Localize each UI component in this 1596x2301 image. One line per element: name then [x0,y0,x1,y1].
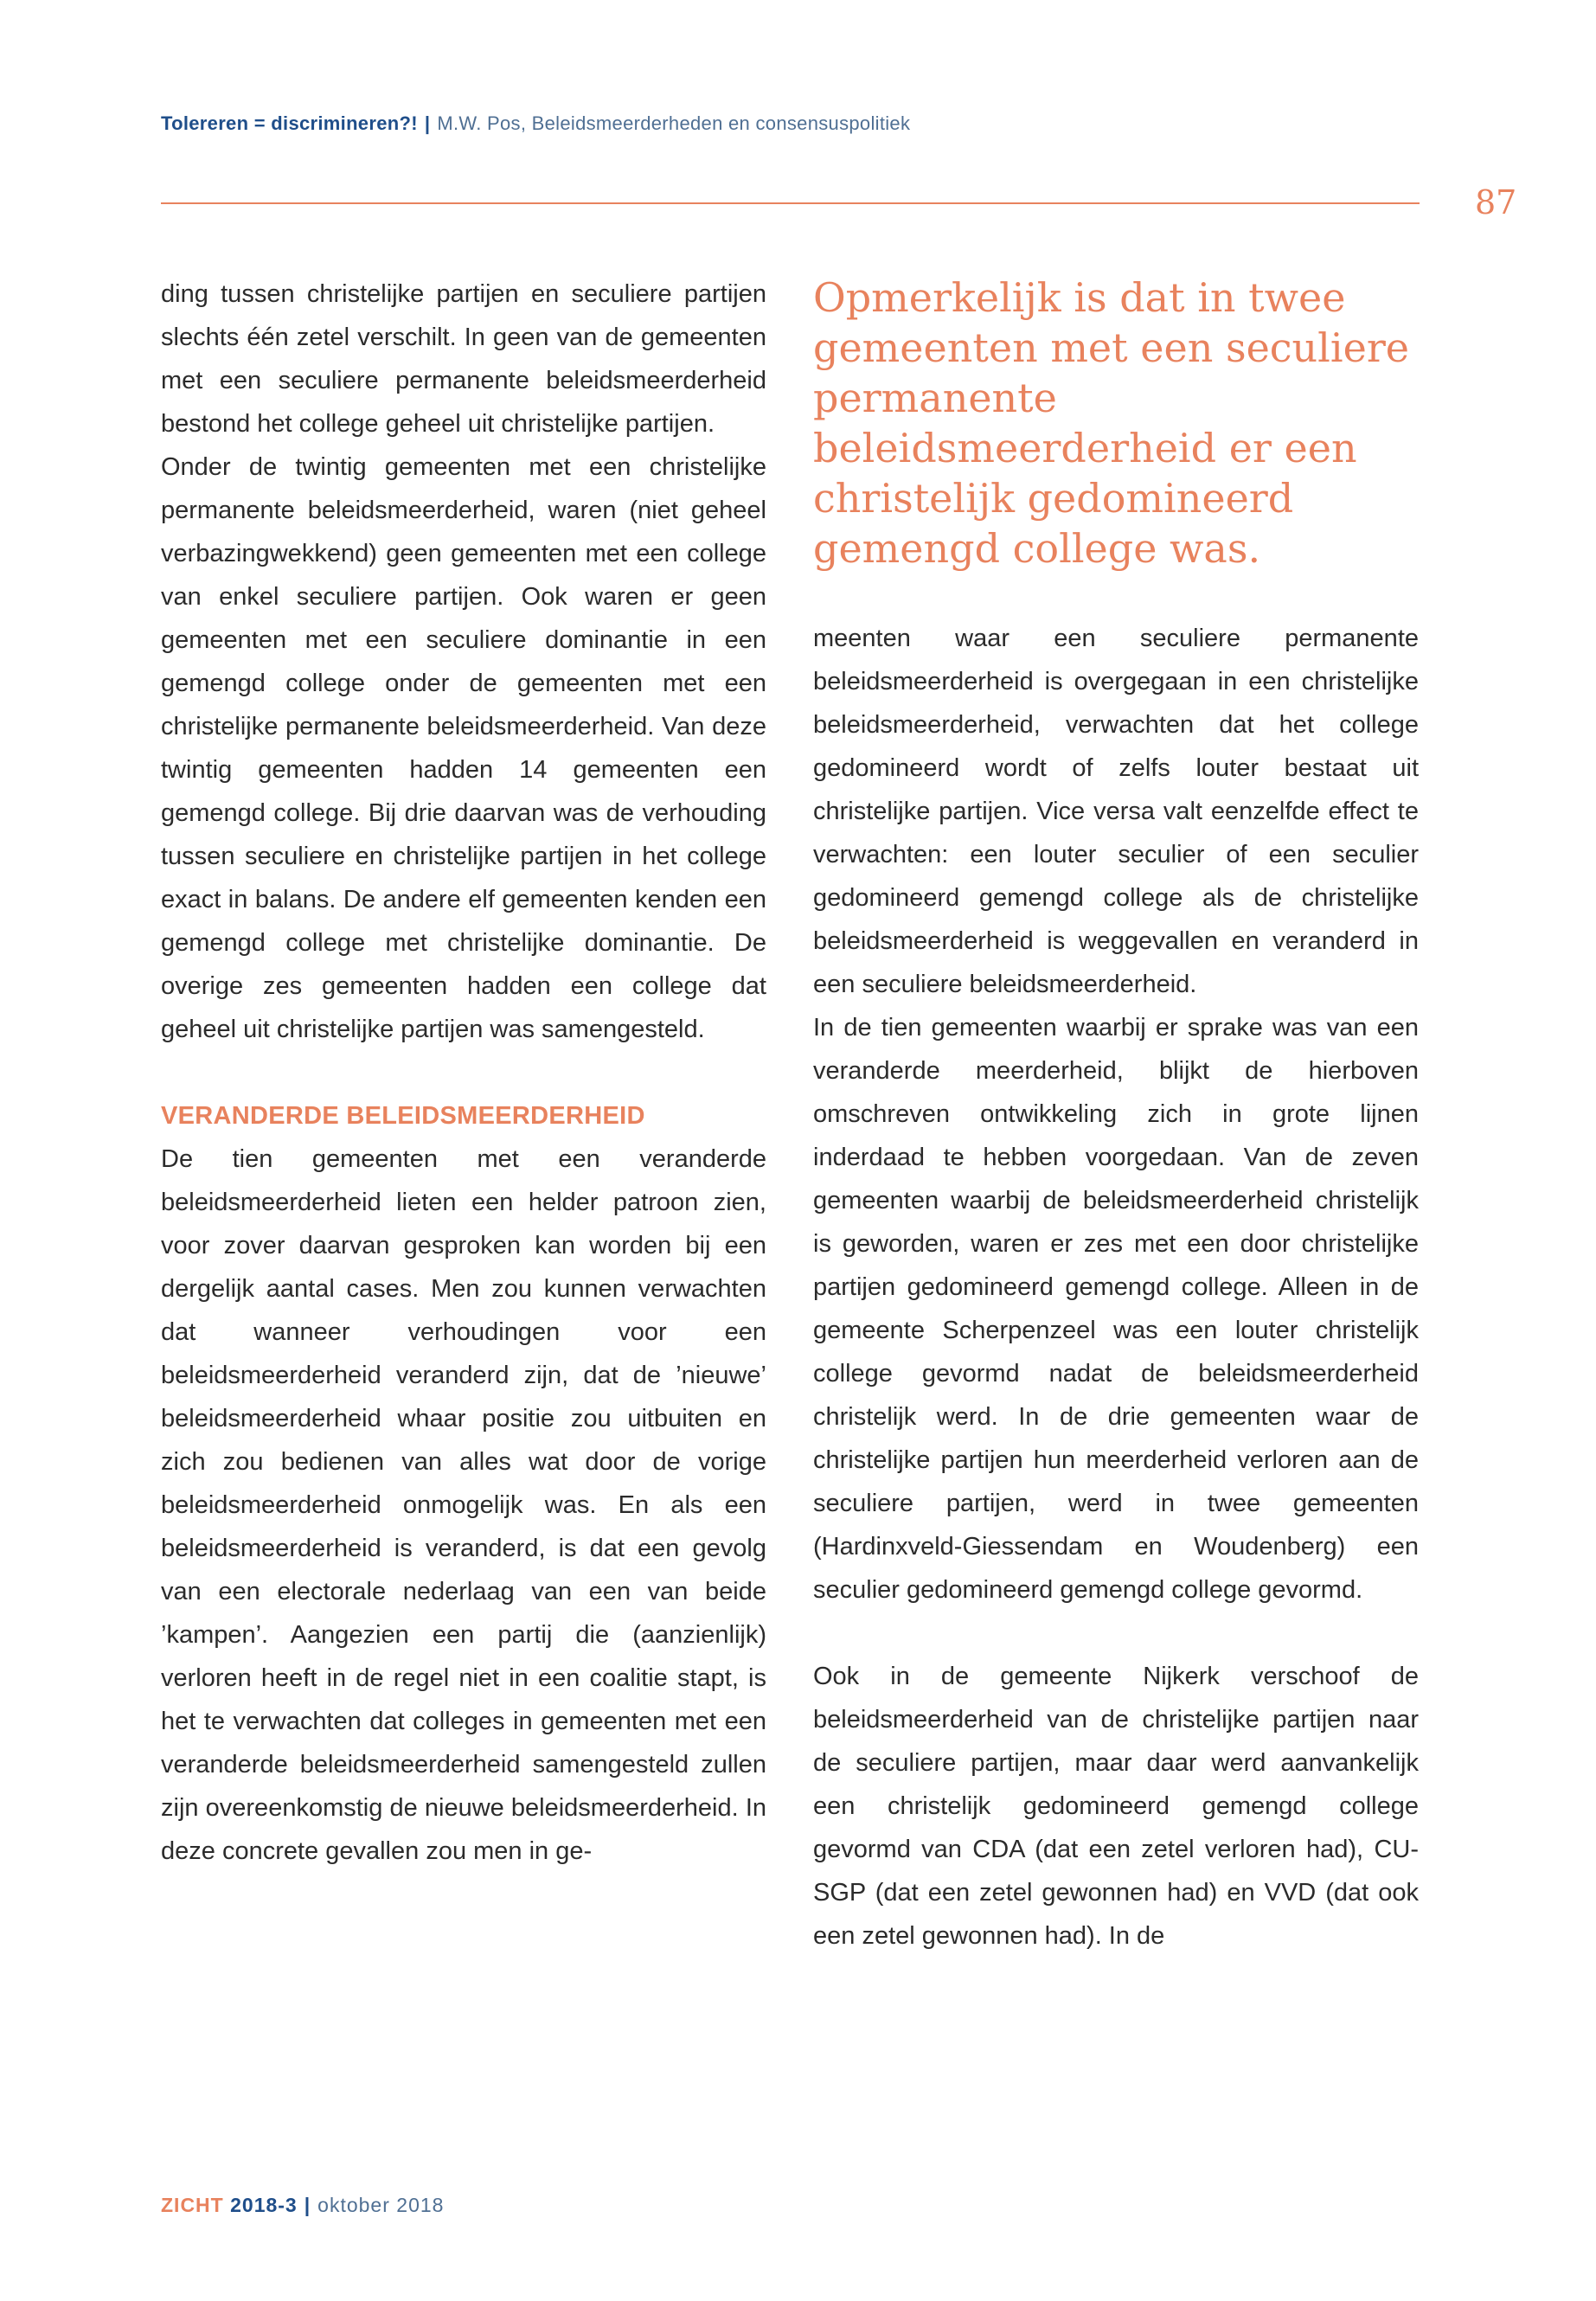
body-paragraph: In de tien gemeenten waarbij er sprake was van een veranderde meerderheid, blijkt de hierboven omschreven ontwikkeling zich in grote lijnen inderdaad te hebben voorgedaan. Van de zeven gemeenten waarbij de beleidsmeerderheid christelijk is geworden, waren er zes met een door christelijke partijen gedomineerd gemengd college. Alleen in de gemeente Scherpenzeel was een louter christelijk college gevormd nadat de beleidsmeerderheid christelijk werd. In de drie gemeenten waar de christelijke partijen hun meerderheid verloren aan de seculiere partijen, werd in twee gemeenten (Hardinxveld-Giessendam en Woudenberg) een seculier gedomineerd gemengd college gevormd. [813,1014,1419,1604]
right-column [813,272,1419,1958]
journal-section-title: Tolereren = discrimineren?! [161,112,418,134]
header-separator: | [424,112,431,134]
body-paragraph: meenten waar een seculiere permanente beleidsmeerderheid is overgegaan in een christelijke beleidsmeerderheid, verwachten dat het college gedomineerd wordt of zelfs louter bestaat uit christelijke partijen. Vice versa valt eenzelfde effect te verwachten: een louter seculier of een seculier gedomineerd gemengd college als de christelijke beleidsmeerderheid is weggevallen en veranderd in een seculiere beleidsmeerderheid. [813,625,1419,998]
footer-issue: 2018-3 [230,2194,298,2216]
body-paragraph: ding tussen christelijke partijen en seculiere partijen slechts één zetel verschilt. In geen van de gemeenten met een seculiere permanente beleidsmeerderheid bestond het college geheel uit christelijke partijen. [161,280,766,438]
running-header [161,112,910,135]
header-divider [161,202,1420,204]
page-footer [161,2194,444,2217]
body-paragraph: De tien gemeenten met een veranderde beleidsmeerderheid lieten een helder patroon zien, voor zover daarvan gesproken kan worden bij een dergelijk aantal cases. Men zou kunnen verwachten dat wanneer verhoudingen voor een beleidsmeerderheid veranderd zijn, dat de ’nieuwe’ beleidsmeerderheid whaar positie zou uitbuiten en zich zou bedienen van alles wat door de vorige beleidsmeerderheid onmogelijk was. En als een beleidsmeerderheid is veranderd, is dat een gevolg van een electorale nederlaag van een van beide ’kampen’. Aangezien een partij die (aanzienlijk) verloren heeft in de regel niet in een coalitie stapt, is het te verwachten dat colleges in gemeenten met een veranderde beleidsmeerderheid samengesteld zullen zijn overeenkomstig de nieuwe beleidsmeerderheid. In deze concrete gevallen zou men in ge- [161,1145,766,1865]
footer-date: oktober 2018 [317,2194,445,2216]
paragraph-gap [813,1612,1419,1655]
paragraph-gap [161,1051,766,1094]
page-number: 87 [1475,183,1517,221]
footer-journal: ZICHT [161,2194,224,2216]
body-paragraph: Onder de twintig gemeenten met een christelijke permanente beleidsmeerderheid, waren (niet geheel verbazingwekkend) geen gemeenten met een college van enkel seculiere partijen. Ook waren er geen gemeenten met een seculiere dominantie in een gemengd college onder de gemeenten met een christelijke permanente beleidsmeerderheid. Van deze twintig gemeenten hadden 14 gemeenten een gemengd college. Bij drie daarvan was de verhouding tussen seculiere en christelijke partijen in het college exact in balans. De andere elf gemeenten kenden een gemengd college met christelijke dominantie. De overige zes gemeenten hadden een college dat geheel uit christelijke partijen was samengesteld. [161,453,766,1043]
body-paragraph: Ook in de gemeente Nijkerk verschoof de beleidsmeerderheid van de christelijke partijen naar de seculiere partijen, maar daar werd aanvankelijk een christelijk gedomineerd gemengd college gevormd van CDA (dat een zetel verloren had), CU-SGP (dat een zetel gewonnen had) en VVD (dat ook een zetel gewonnen had). In de [813,1663,1419,1950]
pull-quote: Opmerkelijk is dat in twee gemeenten met een seculiere permanente beleidsmeerderheid er een christelijk gedomineerd gemengd college was. [813,274,1410,572]
article-author-title: M.W. Pos, Beleidsmeerderheden en consensuspolitiek [437,112,911,134]
left-column [161,272,766,1873]
footer-separator: | [304,2194,311,2216]
section-heading: VERANDERDE BELEIDSMEERDERHEID [161,1102,645,1130]
